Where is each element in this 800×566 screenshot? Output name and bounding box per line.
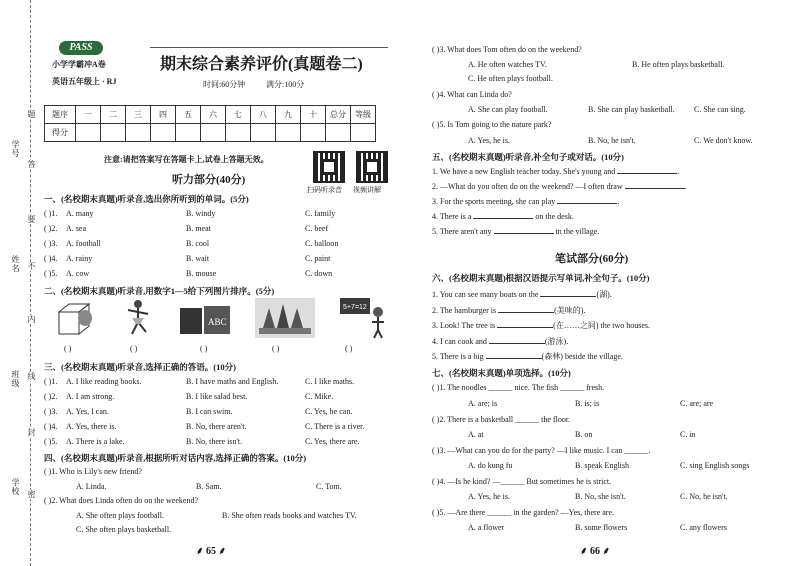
- option-c: C. sing English songs: [680, 461, 750, 470]
- score-cell[interactable]: [76, 124, 101, 142]
- option-a: A. many: [66, 209, 94, 218]
- option-a: A. are; is: [468, 399, 498, 408]
- score-value-row: [45, 124, 376, 142]
- score-cell[interactable]: [101, 124, 126, 142]
- fill-text: (美味的).: [554, 306, 586, 315]
- fill-text: 3. For the sports meeting, she can play: [432, 197, 556, 206]
- score-header-row: [45, 106, 376, 124]
- option-a: A. There is a lake.: [66, 437, 125, 446]
- answer-blank[interactable]: [486, 358, 542, 359]
- fill-text: 3. Look! The tree is: [432, 321, 496, 330]
- option-a: A. Linda.: [76, 482, 107, 491]
- option-c: C. balloon: [305, 239, 339, 248]
- option-c: C. No, he isn't.: [680, 492, 728, 501]
- question-stem[interactable]: ( )1. The noodles ______ nice. The fish ______ fresh.: [432, 383, 605, 392]
- option-b: B. No, there isn't.: [186, 437, 243, 446]
- answer-blank[interactable]: [494, 233, 554, 234]
- fill-text: on the desk.: [535, 212, 574, 221]
- fill-line: [432, 336, 568, 347]
- question-stem[interactable]: ( )4. —Is he kind? —______ But sometimes he is strict.: [432, 477, 612, 486]
- fill-line: [432, 305, 585, 316]
- score-cell[interactable]: [276, 124, 301, 142]
- question-number[interactable]: ( )1.: [44, 377, 58, 386]
- option-c: C. down: [305, 269, 333, 278]
- option-a: A. cow: [66, 269, 90, 278]
- score-cell[interactable]: [251, 124, 276, 142]
- fill-text: 2. —What do you often do on the weekend? —I often draw: [432, 182, 623, 191]
- question-stem[interactable]: ( )3. —What can you do for the party? —I like music. I can ______.: [432, 446, 651, 455]
- option-a: A. I like reading books.: [66, 377, 142, 386]
- option-b: B. No, she isn't.: [575, 492, 626, 501]
- option-a: A. I am strong.: [66, 392, 115, 401]
- option-c: C. He often plays football.: [468, 74, 553, 83]
- section-5-title: 五、(名校期末真题)听录音,补全句子或对话。(10分): [432, 152, 624, 162]
- option-b: B. I have maths and English.: [186, 377, 279, 386]
- cube-picture: [55, 300, 95, 338]
- option-b: B. cool: [186, 239, 210, 248]
- option-b: B. She can play basketball.: [588, 105, 675, 114]
- name-label: 姓名: [11, 255, 20, 273]
- forest-village-picture: [255, 298, 315, 338]
- fill-text: 4. There is a: [432, 212, 472, 221]
- qr-listen-label: 扫码听录音: [307, 186, 342, 194]
- picture-blank[interactable]: ( ): [272, 344, 280, 353]
- option-c: C. in: [680, 430, 696, 439]
- score-cell[interactable]: [176, 124, 201, 142]
- option-b: B. I can swim.: [186, 407, 233, 416]
- class-label: 班级: [11, 370, 20, 388]
- question-number[interactable]: ( )5.: [44, 269, 58, 278]
- fill-line: [432, 212, 574, 221]
- fill-text: (湖).: [596, 290, 612, 299]
- series-name: 小学学霸冲A卷: [52, 60, 106, 69]
- table-cell: 得分: [45, 124, 76, 142]
- option-b: B. is; is: [575, 399, 600, 408]
- option-a: A. She can play football.: [468, 105, 548, 114]
- seal-word: 密: [27, 490, 36, 499]
- score-cell[interactable]: [226, 124, 251, 142]
- fill-line: [432, 167, 679, 176]
- option-c: C. Mike.: [305, 392, 334, 401]
- option-a: A. football: [66, 239, 101, 248]
- option-a: A. sea: [66, 224, 86, 233]
- question-number[interactable]: ( )2.: [44, 392, 58, 401]
- fill-text: 1. We have a new English teacher today. She's young and: [432, 167, 616, 176]
- option-c: C. There is a river.: [305, 422, 365, 431]
- answer-blank[interactable]: [497, 327, 553, 328]
- table-cell: 八: [251, 106, 276, 124]
- picture-blank[interactable]: ( ): [345, 344, 353, 353]
- book-cover-text: ABC: [208, 317, 227, 327]
- option-b: B. No, he isn't.: [588, 136, 636, 145]
- fill-text: (在……之间) the two houses.: [553, 321, 651, 330]
- fill-text: in the village.: [555, 227, 600, 236]
- score-cell[interactable]: [126, 124, 151, 142]
- score-cell[interactable]: [351, 124, 376, 142]
- page-number: 65: [206, 546, 216, 557]
- fill-text: (森林) beside the village.: [541, 352, 623, 361]
- answer-blank[interactable]: [498, 312, 554, 313]
- fill-text: 5. There is a big: [432, 352, 484, 361]
- option-c: C. any flowers: [680, 523, 727, 532]
- option-b: B. I like salad best.: [186, 392, 248, 401]
- section-4-title: 四、(名校期末真题)听录音,根据所听对话内容,选择正确的答案。(10分): [44, 453, 307, 463]
- answer-blank[interactable]: [473, 218, 533, 219]
- title-rule: [150, 47, 388, 48]
- option-c: C. Tom.: [316, 482, 342, 491]
- table-cell: 题序: [45, 106, 76, 124]
- score-cell[interactable]: [326, 124, 351, 142]
- table-cell: 三: [126, 106, 151, 124]
- score-cell[interactable]: [201, 124, 226, 142]
- question-number[interactable]: ( )2.: [44, 224, 58, 233]
- option-c: C. family: [305, 209, 336, 218]
- table-cell: 等级: [351, 106, 376, 124]
- option-b: B. She often reads books and watches TV.: [222, 511, 357, 520]
- score-table: [44, 105, 376, 142]
- question-stem[interactable]: ( )2. What does Linda often do on the weekend?: [44, 496, 199, 505]
- seal-word: 不: [27, 262, 36, 271]
- question-number[interactable]: ( )5.: [44, 437, 58, 446]
- picture-blank[interactable]: ( ): [130, 344, 138, 353]
- option-b: B. mouse: [186, 269, 217, 278]
- table-cell: 一: [76, 106, 101, 124]
- table-cell: 四: [151, 106, 176, 124]
- question-stem[interactable]: ( )3. What does Tom often do on the weekend?: [432, 45, 582, 54]
- score-cell[interactable]: [301, 124, 326, 142]
- option-b: B. on: [575, 430, 593, 439]
- fill-line: [432, 182, 687, 191]
- student-id-label: 学号: [11, 140, 20, 158]
- table-cell: 九: [276, 106, 301, 124]
- option-b: B. No, there aren't.: [186, 422, 247, 431]
- option-b: B. speak English: [575, 461, 629, 470]
- option-b: B. wait: [186, 254, 210, 263]
- fill-text: .: [617, 197, 620, 206]
- question-stem[interactable]: ( )5. Is Tom going to the nature park?: [432, 120, 552, 129]
- option-a: A. a flower: [468, 523, 505, 532]
- table-cell: 十: [301, 106, 326, 124]
- seal-word: 要: [27, 215, 36, 224]
- option-a: A. Yes, he is.: [468, 136, 511, 145]
- cut-line: [30, 0, 31, 566]
- option-c: C. I like maths.: [305, 377, 355, 386]
- fill-text: .: [684, 182, 687, 191]
- question-stem[interactable]: ( )1. Who is Lily's new friend?: [44, 467, 142, 476]
- table-cell: 六: [201, 106, 226, 124]
- picture-blank[interactable]: ( ): [200, 344, 208, 353]
- option-b: B. Sam.: [196, 482, 222, 491]
- table-cell: 总分: [326, 106, 351, 124]
- question-stem[interactable]: ( )5. —Are there ______ in the garden? —Yes, there are.: [432, 508, 615, 517]
- fill-line: [432, 351, 623, 362]
- writing-title: 笔试部分(60分): [555, 253, 629, 265]
- seal-word: 内: [27, 315, 36, 324]
- qr-video-label: 视频讲解: [353, 186, 381, 194]
- option-c: C. She often plays basketball.: [76, 525, 172, 534]
- fill-text: 5. There aren't any: [432, 227, 492, 236]
- option-c: C. Yes, there are.: [305, 437, 360, 446]
- table-cell: 二: [101, 106, 126, 124]
- option-c: C. are; are: [680, 399, 714, 408]
- answer-blank[interactable]: [540, 296, 596, 297]
- table-cell: 五: [176, 106, 201, 124]
- seal-word: 封: [27, 428, 36, 437]
- full-score: 满分:100分: [266, 80, 305, 89]
- picture-blank[interactable]: ( ): [64, 344, 72, 353]
- fill-line: [432, 289, 612, 300]
- fill-text: .: [677, 167, 680, 176]
- school-label: 学校: [11, 478, 20, 496]
- question-number[interactable]: ( )4.: [44, 254, 58, 263]
- fill-text: 4. I can cook and: [432, 337, 487, 346]
- fill-text: 1. You can see many boats on the: [432, 290, 539, 299]
- fill-text: 2. The hamburger is: [432, 306, 497, 315]
- option-c: C. We don't know.: [694, 136, 753, 145]
- page-number-left: ⸙ 65 ⸙: [196, 546, 226, 557]
- ballet-dancer-picture: [122, 298, 154, 338]
- option-b: B. meat: [186, 224, 211, 233]
- question-number[interactable]: ( )3.: [44, 407, 58, 416]
- option-a: A. rainy: [66, 254, 93, 263]
- option-c: C. paint: [305, 254, 331, 263]
- fill-line: [432, 197, 619, 206]
- score-cell[interactable]: [151, 124, 176, 142]
- notice: 注意:请把答案写在答题卡上,试卷上答题无效。: [104, 155, 269, 164]
- exam-title: 期末综合素养评价(真题卷二): [160, 56, 363, 73]
- section-3-title: 三、(名校期末真题)听录音,选择正确的答语。(10分): [44, 362, 236, 372]
- answer-blank[interactable]: [617, 173, 677, 174]
- option-c: C. Yes, he can.: [305, 407, 353, 416]
- section-1-title: 一、(名校期末真题)听录音,选出你所听到的单词。(5分): [44, 194, 249, 204]
- option-b: B. some flowers: [575, 523, 628, 532]
- qr-code-video[interactable]: [356, 151, 388, 183]
- question-number[interactable]: ( )3.: [44, 239, 58, 248]
- question-stem[interactable]: ( )4. What can Linda do?: [432, 90, 512, 99]
- blackboard-text: 5+7=12: [343, 304, 367, 311]
- question-number[interactable]: ( )4.: [44, 422, 58, 431]
- answer-blank[interactable]: [489, 343, 545, 344]
- option-a: A. She often plays football.: [76, 511, 164, 520]
- binding-margin: [0, 0, 40, 566]
- blackboard-girl-picture: [338, 296, 390, 340]
- option-b: B. windy: [186, 209, 216, 218]
- section-7-title: 七、(名校期末真题)单项选择。(10分): [432, 368, 571, 378]
- seal-word: 线: [27, 372, 36, 381]
- answer-blank[interactable]: [557, 203, 617, 204]
- question-stem[interactable]: ( )2. There is a basketball ______ the floor.: [432, 415, 571, 424]
- question-number[interactable]: ( )1.: [44, 209, 58, 218]
- subject-grade: 英语五年级上 · RJ: [52, 77, 117, 86]
- books-picture: [178, 300, 234, 336]
- section-2-title: 二、(名校期末真题)听录音,用数字1—5给下列图片排序。(5分): [44, 286, 275, 296]
- exam-time: 时间:60分钟: [203, 80, 246, 89]
- seal-word: 题: [27, 110, 36, 119]
- fill-line: [432, 227, 599, 236]
- listening-title: 听力部分(40分): [172, 174, 246, 186]
- option-a: A. Yes, I can.: [66, 407, 109, 416]
- option-a: A. at: [468, 430, 484, 439]
- option-c: C. beef: [305, 224, 329, 233]
- pass-logo: PASS: [59, 41, 103, 55]
- option-a: A. do kung fu: [468, 461, 513, 470]
- fill-text: (游泳).: [544, 337, 569, 346]
- option-b: B. He often plays basketball.: [632, 60, 725, 69]
- page-number: 66: [590, 546, 600, 557]
- qr-code-listen[interactable]: [313, 151, 345, 183]
- table-cell: 七: [226, 106, 251, 124]
- answer-blank[interactable]: [625, 188, 685, 189]
- option-a: A. Yes, there is.: [66, 422, 117, 431]
- seal-word: 答: [27, 160, 36, 169]
- option-a: A. Yes, he is.: [468, 492, 511, 501]
- page-number-right: ⸙ 66 ⸙: [580, 546, 610, 557]
- section-6-title: 六、(名校期末真题)根据汉语提示写单词,补全句子。(10分): [432, 273, 650, 283]
- fill-line: [432, 320, 650, 331]
- option-c: C. She can sing.: [694, 105, 746, 114]
- option-a: A. He often watches TV.: [468, 60, 547, 69]
